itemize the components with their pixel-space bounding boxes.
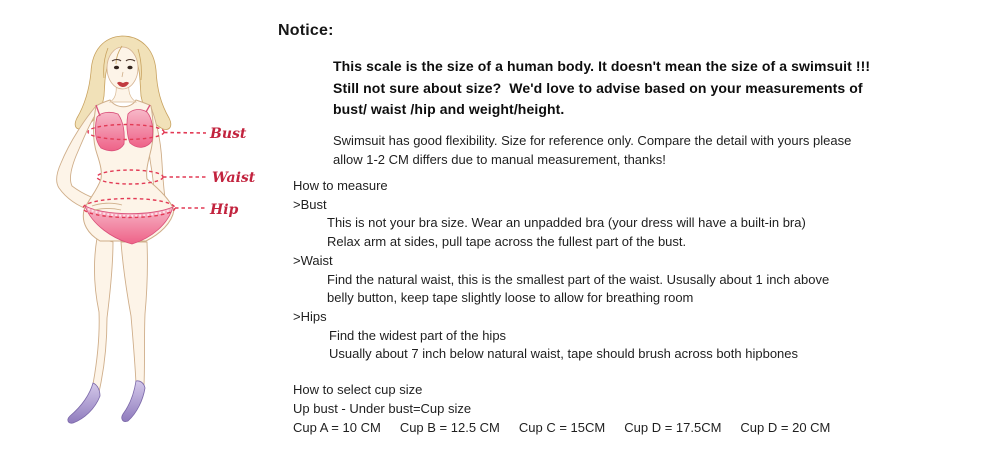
warning-line: Still not sure about size? We'd love to advise based on your measurements of: [333, 79, 863, 96]
warning-paragraph: [333, 56, 870, 121]
notice-heading: Notice:: [278, 22, 334, 39]
cup-value: Cup A = 10 CM: [293, 420, 381, 435]
high-heel-icon: [122, 381, 145, 422]
measure-bust-text: Relax arm at sides, pull tape across the fullest part of the bust.: [327, 234, 687, 250]
cup-values-row: [293, 418, 830, 437]
cup-value: Cup B = 12.5 CM: [399, 420, 500, 435]
flexibility-paragraph: [333, 132, 851, 169]
flexibility-line: Swimsuit has good flexibility. Size for reference only. Compare the detail with yours please: [333, 133, 852, 148]
bikini-cup-icon: [95, 112, 124, 150]
cup-value: Cup D = 17.5CM: [624, 420, 722, 435]
cup-value: Cup D = 20 CM: [740, 420, 831, 435]
measure-waist-label: >Waist: [293, 252, 333, 268]
high-heel-icon: [68, 383, 100, 423]
waist-label: Waist: [212, 170, 256, 186]
eye-icon: [114, 66, 119, 70]
face-icon: [107, 47, 138, 89]
how-to-measure-title: How to measure: [293, 178, 388, 193]
bikini-cup-icon: [127, 110, 153, 148]
cup-size-title: How to select cup size: [293, 382, 423, 397]
measure-hips-text: Find the widest part of the hips: [329, 327, 507, 343]
cup-value: Cup C = 15CM: [518, 420, 606, 435]
warning-line: bust/ waist /hip and weight/height.: [333, 101, 565, 117]
woman-sketch-icon: [0, 0, 280, 469]
measure-hips-text: Usually about 7 inch below natural waist, tape should brush across both hipbones: [329, 346, 799, 362]
flexibility-line: allow 1-2 CM differs due to manual measurement, thanks!: [333, 151, 666, 167]
how-to-measure-section: [293, 177, 829, 364]
measure-hips-label: >Hips: [293, 308, 327, 324]
cup-size-section: [293, 380, 830, 437]
measure-bust-label: >Bust: [293, 196, 327, 212]
warning-line: This scale is the size of a human body. It doesn't mean the size of a swimsuit !!!: [333, 58, 871, 74]
measure-bust-text: This is not your bra size. Wear an unpadded bra (your dress will have a built-in bra): [327, 215, 806, 231]
measure-waist-text: belly button, keep tape slightly loose to allow for breathing room: [327, 290, 694, 306]
measure-waist-text: Find the natural waist, this is the smallest part of the waist. Ususally about 1 inch above: [327, 271, 830, 287]
leg-icon: [121, 242, 147, 389]
leg-icon: [93, 238, 113, 393]
cup-formula: Up bust - Under bust=Cup size: [293, 401, 472, 416]
eye-icon: [127, 66, 132, 70]
bust-label: Bust: [210, 126, 247, 142]
hip-label: Hip: [210, 202, 239, 218]
body-measurement-illustration: [0, 0, 280, 469]
bust-leader-line: [164, 133, 206, 134]
